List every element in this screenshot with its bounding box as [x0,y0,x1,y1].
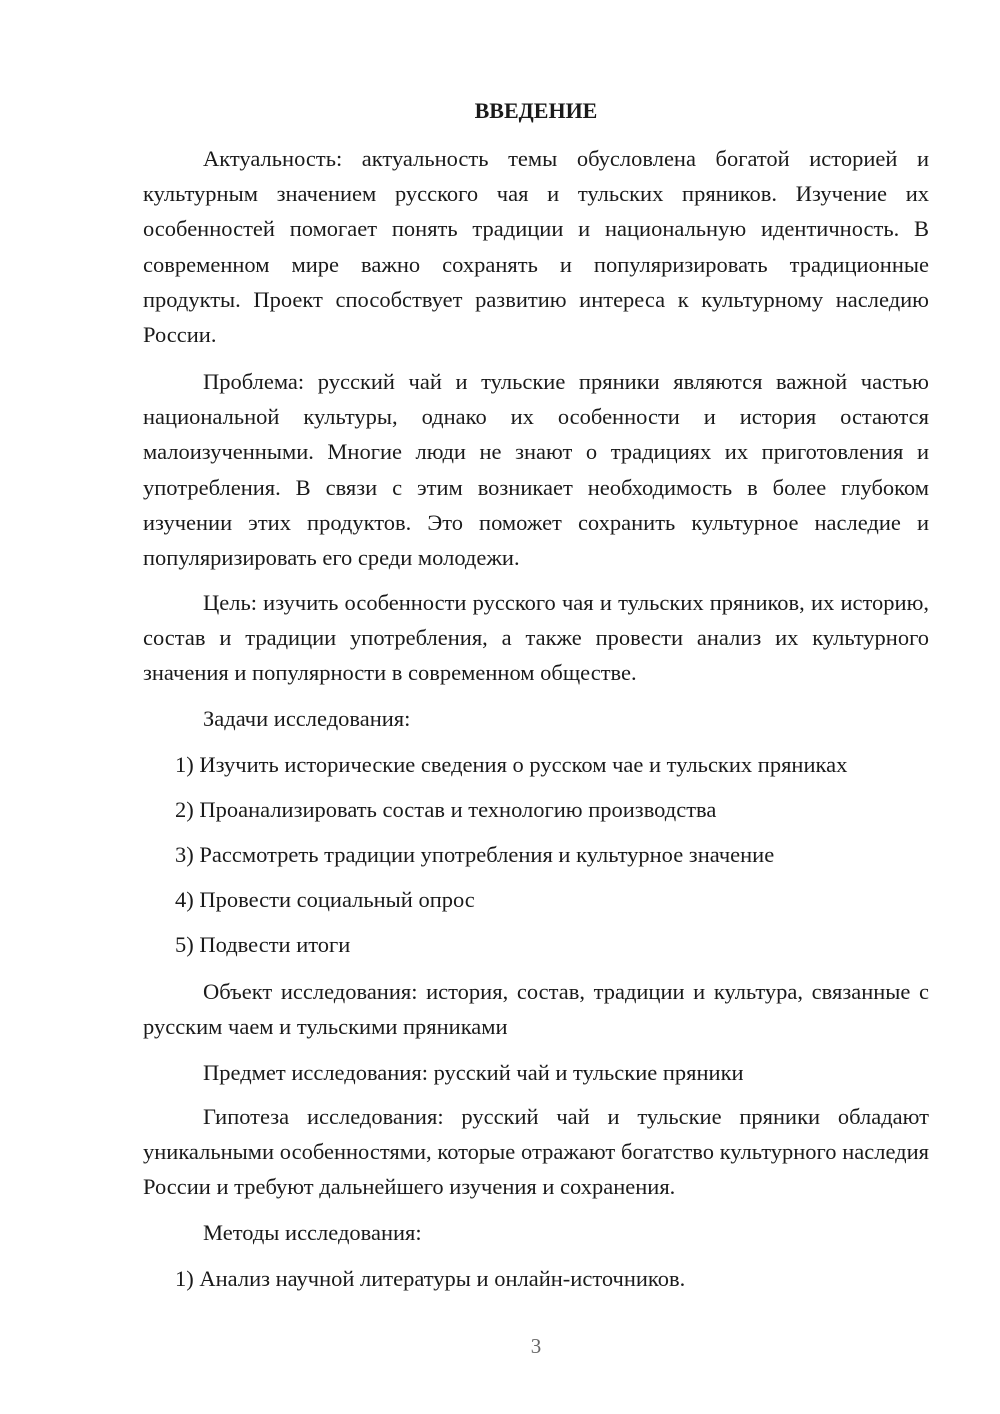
page-number: 3 [530,1334,542,1358]
object-paragraph: Объект исследования: история, состав, традиции и культура, связанные с русским чаем и тульскими пряниками [143,979,929,1040]
task-item-4: 4) Провести социальный опрос [175,887,475,912]
section-heading: ВВЕДЕНИЕ [474,98,598,123]
problem-paragraph: Проблема: русский чай и тульские пряники являются важной частью национальной культуры, однако их особенности и история остаются малоизученными. Многие люди не знают о традициях их приготовления и употребления. В связи с этим возникает необходимость в более глубоком изучении этих продуктов. Это поможет сохранить культурное наследие и популяризировать его среди молодежи. [143,369,929,571]
method-item-1: 1) Анализ научной литературы и онлайн-источников. [175,1266,686,1291]
document-page [143,0,929,1414]
tasks-heading: Задачи исследования: [203,706,411,731]
task-item-3: 3) Рассмотреть традиции употребления и культурное значение [175,842,775,867]
subject-paragraph: Предмет исследования: русский чай и тульские пряники [203,1060,744,1085]
methods-heading: Методы исследования: [203,1220,422,1245]
task-item-1: 1) Изучить исторические сведения о русском чае и тульских пряниках [175,752,848,777]
goal-paragraph: Цель: изучить особенности русского чая и тульских пряников, их историю, состав и традиции употребления, а также провести анализ их культурного значения и популярности в современном обществе. [143,590,929,686]
task-item-2: 2) Проанализировать состав и технологию производства [175,797,717,822]
relevance-paragraph: Актуальность: актуальность темы обусловлена богатой историей и культурным значением русского чая и тульских пряников. Изучение их особенностей помогает понять традиции и национальную идентичность. В современном мире важно сохранять и популяризировать традиционные продукты. Проект способствует развитию интереса к культурному наследию России. [143,146,929,348]
hypothesis-paragraph: Гипотеза исследования: русский чай и тульские пряники обладают уникальными особенностями, которые отражают богатство культурного наследия России и требуют дальнейшего изучения и сохранения. [143,1104,929,1200]
task-item-5: 5) Подвести итоги [175,932,351,957]
